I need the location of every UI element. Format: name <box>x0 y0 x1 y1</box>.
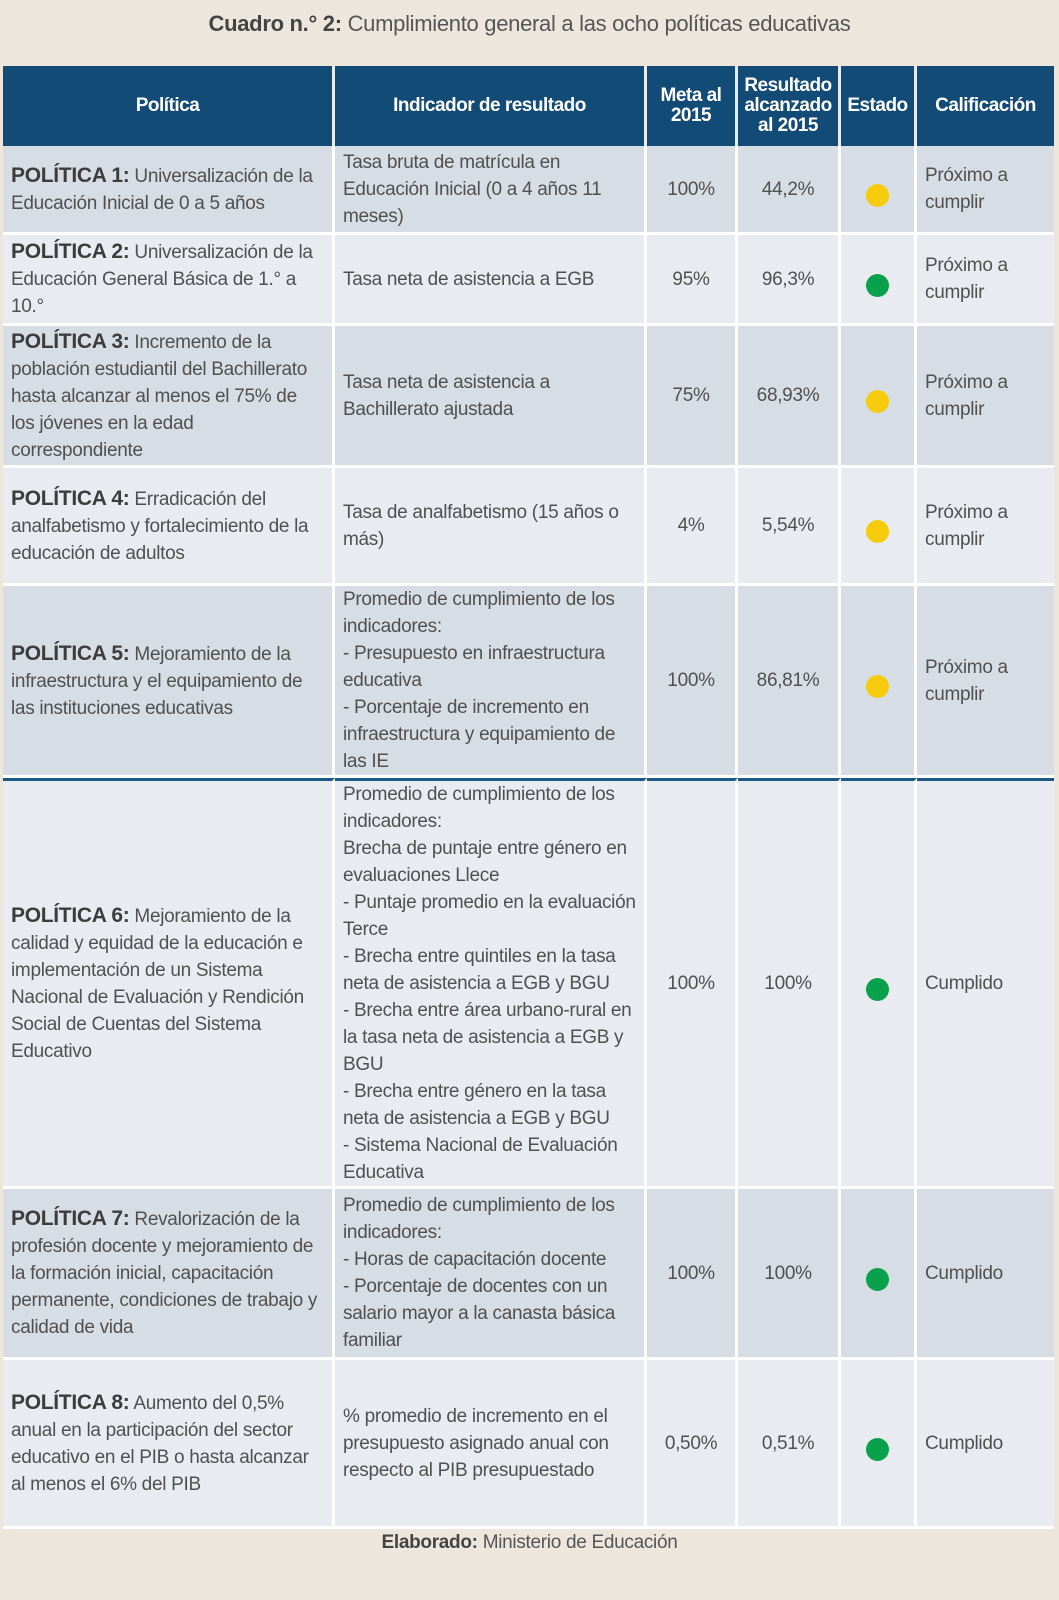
table-row <box>3 326 1054 468</box>
policy-cell <box>3 146 335 235</box>
status-green-dot-icon <box>866 1438 889 1461</box>
status-green-dot-icon <box>866 274 889 297</box>
indicator-line: - Brecha entre género en la tasa neta de asistencia a EGB y BGU <box>343 1081 610 1129</box>
table-row <box>3 146 1054 235</box>
policy-cell <box>3 1189 335 1360</box>
result-value: 86,81% <box>738 586 841 778</box>
indicator-cell <box>335 1189 647 1360</box>
indicator-cell <box>335 778 647 1189</box>
table-row <box>3 235 1054 326</box>
meta-value: 100% <box>647 1189 738 1360</box>
header-estado: Estado <box>841 66 917 146</box>
result-value: 68,93% <box>738 326 841 468</box>
indicator-line: Brecha de puntaje entre género en evaluaciones Llece <box>343 838 627 886</box>
rating-cell: Cumplido <box>917 1360 1054 1529</box>
indicator-line: - Porcentaje de docentes con un salario mayor a la canasta básica familiar <box>343 1276 616 1351</box>
policy-label: POLÍTICA 1: <box>11 163 130 187</box>
header-indicador: Indicador de resultado <box>335 66 647 146</box>
source-text: Ministerio de Educación <box>482 1532 678 1553</box>
indicator-line: - Sistema Nacional de Evaluación Educativa <box>343 1135 618 1183</box>
policy-cell <box>3 586 335 778</box>
status-yellow-dot-icon <box>866 390 889 413</box>
status-green-dot-icon <box>866 1268 889 1291</box>
rating-cell: Próximo a cumplir <box>917 468 1054 586</box>
indicator-cell <box>335 586 647 778</box>
result-value: 100% <box>738 778 841 1189</box>
indicator-line: Promedio de cumplimiento de los indicadores: <box>343 784 615 832</box>
source-label: Elaborado: <box>381 1532 478 1553</box>
indicator-cell: Tasa de analfabetismo (15 años o más) <box>335 468 647 586</box>
result-value: 96,3% <box>738 235 841 326</box>
result-value: 5,54% <box>738 468 841 586</box>
indicator-line: - Brecha entre quintiles en la tasa neta de asistencia a EGB y BGU <box>343 946 616 994</box>
policy-description: Mejoramiento de la calidad y equidad de la educación e implementación de un Sistema Nacional de Evaluación y Rendición Social de Cuentas del Sistema Educativo <box>11 906 304 1062</box>
table-caption <box>0 0 1059 52</box>
status-cell <box>841 235 917 326</box>
policy-cell <box>3 778 335 1189</box>
indicator-line: - Horas de capacitación docente <box>343 1249 607 1270</box>
rating-cell: Próximo a cumplir <box>917 326 1054 468</box>
meta-value: 100% <box>647 586 738 778</box>
result-value: 0,51% <box>738 1360 841 1529</box>
indicator-cell: Tasa neta de asistencia a EGB <box>335 235 647 326</box>
meta-value: 100% <box>647 778 738 1189</box>
policy-label: POLÍTICA 4: <box>11 486 130 510</box>
policy-cell <box>3 468 335 586</box>
header-resultado: Resultado alcanzado al 2015 <box>738 66 841 146</box>
rating-cell: Próximo a cumplir <box>917 146 1054 235</box>
indicator-cell: Tasa neta de asistencia a Bachillerato ajustada <box>335 326 647 468</box>
indicator-line: - Porcentaje de incremento en infraestructura y equipamiento de las IE <box>343 697 616 772</box>
policy-description: Aumento del 0,5% anual en la participación del sector educativo en el PIB o hasta alcanzar al menos el 6% del PIB <box>11 1392 309 1495</box>
table-row <box>3 468 1054 586</box>
indicator-line: - Brecha entre área urbano-rural en la tasa neta de asistencia a EGB y BGU <box>343 1000 632 1075</box>
status-cell <box>841 468 917 586</box>
status-cell <box>841 586 917 778</box>
policy-label: POLÍTICA 3: <box>11 329 130 353</box>
meta-value: 100% <box>647 146 738 235</box>
rating-cell: Próximo a cumplir <box>917 586 1054 778</box>
policy-description: Mejoramiento de la infraestructura y el equipamiento de las instituciones educativas <box>11 643 303 719</box>
indicator-line: - Puntaje promedio en la evaluación Terce <box>343 892 636 940</box>
policy-description: Universalización de la Educación Inicial de 0 a 5 años <box>11 165 313 214</box>
status-yellow-dot-icon <box>866 520 889 543</box>
status-cell <box>841 146 917 235</box>
policy-cell <box>3 1360 335 1529</box>
status-cell <box>841 778 917 1189</box>
indicator-cell: Tasa bruta de matrícula en Educación Inicial (0 a 4 años 11 meses) <box>335 146 647 235</box>
header-calificacion: Calificación <box>917 66 1054 146</box>
table-row <box>3 586 1054 778</box>
caption-number: Cuadro n.° 2: <box>208 11 342 36</box>
status-cell <box>841 1360 917 1529</box>
policy-label: POLÍTICA 2: <box>11 240 130 263</box>
rating-cell: Cumplido <box>917 1189 1054 1360</box>
status-cell <box>841 1189 917 1360</box>
indicator-line: Promedio de cumplimiento de los indicadores: <box>343 1195 615 1243</box>
rating-cell: Próximo a cumplir <box>917 235 1054 326</box>
status-yellow-dot-icon <box>866 675 889 698</box>
result-value: 100% <box>738 1189 841 1360</box>
policy-description: Erradicación del analfabetismo y fortalecimiento de la educación de adultos <box>11 488 309 564</box>
policy-cell <box>3 235 335 326</box>
status-yellow-dot-icon <box>866 184 889 207</box>
table-row <box>3 1189 1054 1360</box>
result-value: 44,2% <box>738 146 841 235</box>
status-green-dot-icon <box>866 978 889 1001</box>
table-row <box>3 778 1054 1189</box>
policy-label: POLÍTICA 5: <box>11 641 130 665</box>
policy-description: Incremento de la población estudiantil del Bachillerato hasta alcanzar al menos el 75% de los jóvenes en la edad correspondiente <box>11 331 307 461</box>
policies-table <box>3 66 1054 1529</box>
rating-cell: Cumplido <box>917 778 1054 1189</box>
source-note <box>0 1532 1059 1554</box>
policy-label: POLÍTICA 8: <box>11 1390 130 1414</box>
caption-text: Cumplimiento general a las ocho políticas educativas <box>347 11 851 36</box>
status-cell <box>841 326 917 468</box>
indicator-cell: % promedio de incremento en el presupuesto asignado anual con respecto al PIB presupuestado <box>335 1360 647 1529</box>
policy-description: Revalorización de la profesión docente y mejoramiento de la formación inicial, capacitación permanente, condiciones de trabajo y calidad de vida <box>11 1209 318 1338</box>
meta-value: 95% <box>647 235 738 326</box>
meta-value: 0,50% <box>647 1360 738 1529</box>
policy-cell <box>3 326 335 468</box>
table-row <box>3 1360 1054 1529</box>
policy-description: Universalización de la Educación General Básica de 1.° a 10.° <box>11 242 313 317</box>
indicator-line: Promedio de cumplimiento de los indicadores: <box>343 589 615 637</box>
indicator-line: - Presupuesto en infraestructura educativa <box>343 643 605 691</box>
policy-label: POLÍTICA 7: <box>11 1207 130 1230</box>
header-row <box>3 66 1054 146</box>
header-politica: Política <box>3 66 335 146</box>
policy-label: POLÍTICA 6: <box>11 904 130 927</box>
meta-value: 4% <box>647 468 738 586</box>
meta-value: 75% <box>647 326 738 468</box>
header-meta: Meta al 2015 <box>647 66 738 146</box>
